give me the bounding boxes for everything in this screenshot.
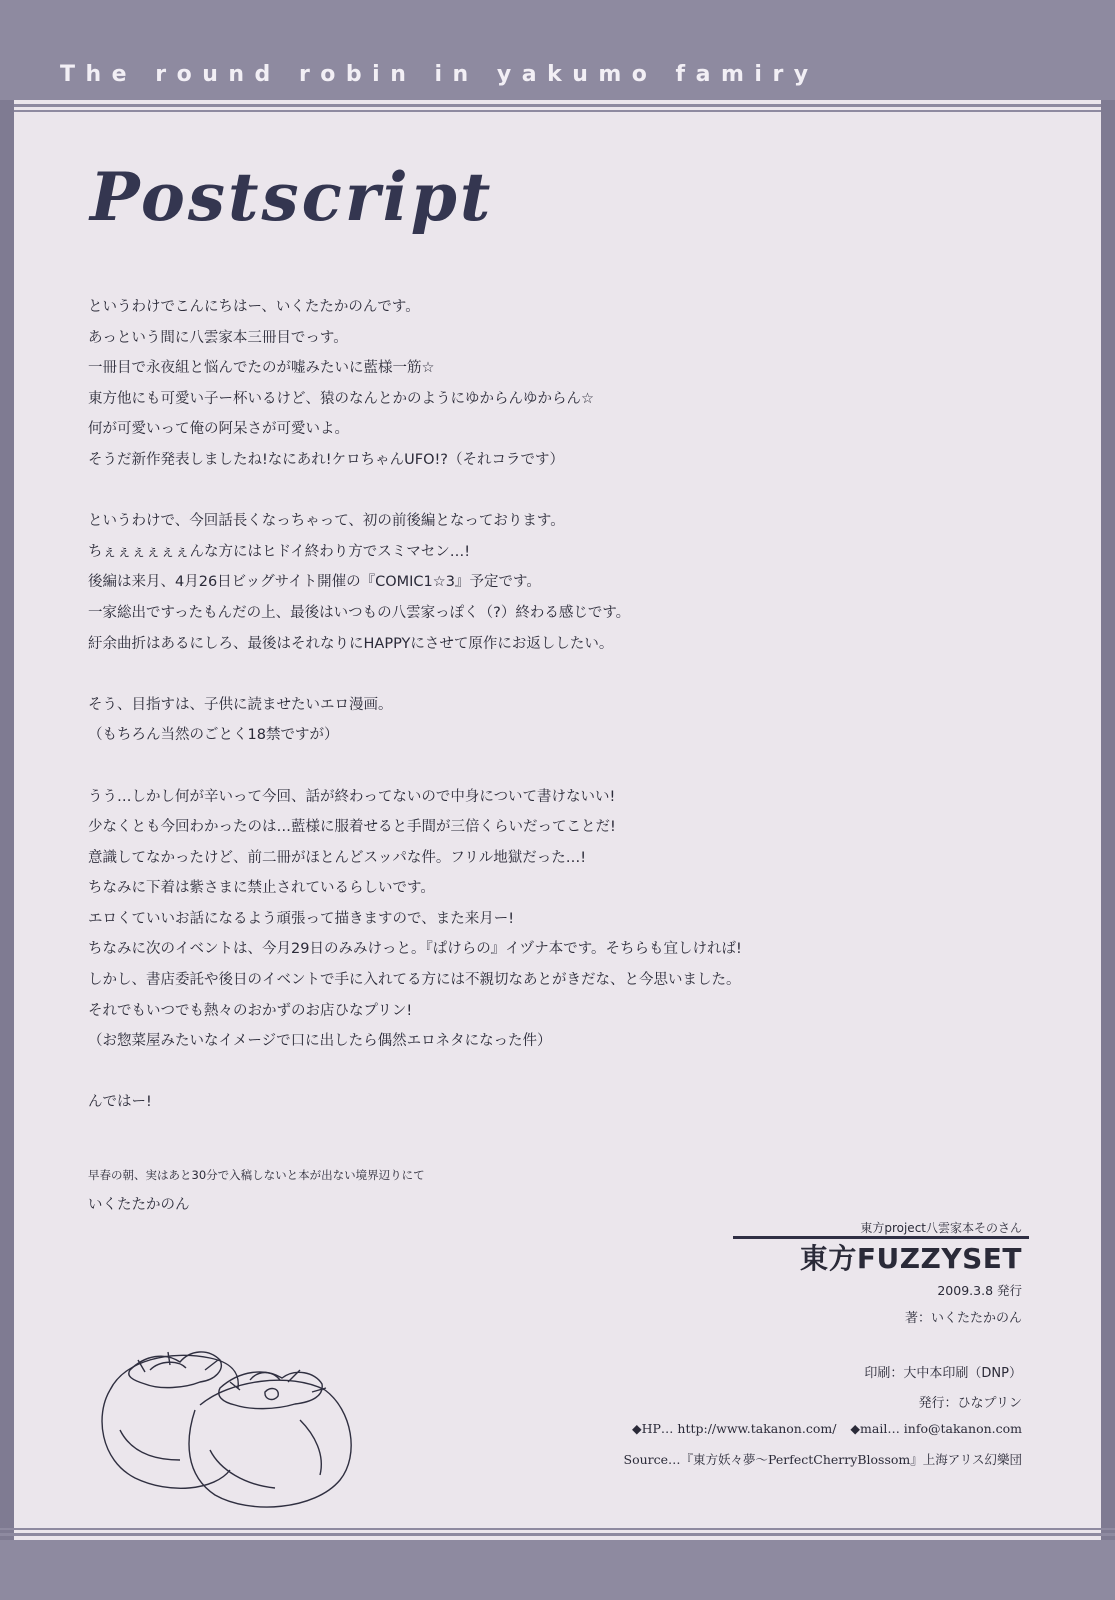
body-line: そう、目指すは、子供に読ませたいエロ漫画。: [88, 696, 393, 713]
left-border: [0, 100, 14, 1600]
body-line: （もちろん当然のごとく18禁ですが）: [88, 727, 339, 744]
body-line: しかし、書店委託や後日のイベントで手に入れてる方には不親切なあとがきだな、と今思いました。: [88, 972, 741, 989]
body-line: そうだ新作発表しましたね!なにあれ!ケロちゃんUFO!?（それコラです）: [88, 451, 564, 468]
bottom-border-stripe: [0, 1528, 1115, 1530]
postscript-body: [88, 292, 988, 1118]
signature-name: いくたたかのん: [88, 1197, 190, 1213]
colophon-links: [618, 1421, 1022, 1436]
mail-link[interactable]: ◆mail… info@takanon.com: [850, 1421, 1022, 1436]
colophon-publisher: 発行：ひなプリン: [918, 1396, 1022, 1411]
colophon-book-title: 東方FUZZYSET: [799, 1242, 1022, 1275]
body-line: 一冊目で永夜組と悩んでたのが嘘みたいに藍様一筋☆: [88, 360, 435, 377]
right-border: [1101, 100, 1115, 1600]
body-line: （お惣菜屋みたいなイメージで口に出したら偶然エロネタになった件）: [88, 1033, 552, 1050]
body-line: というわけで、今回話長くなっちゃって、初の前後編となっております。: [88, 513, 565, 530]
body-line: 一家総出ですったもんだの上、最後はいつもの八雲家っぽく（?）終わる感じです。: [88, 604, 631, 621]
body-line: ちぇぇぇぇぇぇんな方にはヒドイ終わり方でスミマセン…!: [88, 543, 471, 560]
body-line: それでもいつでも熱々のおかずのお店ひなプリン!: [88, 1002, 413, 1019]
bottom-border-stripe: [0, 1533, 1115, 1536]
homepage-link[interactable]: ◆HP… http://www.takanon.com/: [632, 1421, 837, 1436]
signature-note: 早春の朝、実はあと30分で入稿しないと本が出ない境界辺りにて: [88, 1168, 425, 1182]
paragraph-gap: [88, 1057, 988, 1088]
top-border-stripe: [0, 104, 1115, 107]
postscript-title: Postscript: [90, 158, 494, 236]
colophon-source: Source…『東方妖々夢～PerfectCherryBlossom』上海アリス幻樂団: [623, 1452, 1022, 1467]
colophon-author: 著：いくたたかのん: [904, 1311, 1022, 1326]
body-line: んではー!: [88, 1094, 152, 1111]
bottom-border-band: [0, 1540, 1115, 1600]
body-line: 何が可愛いって俺の阿呆さが可愛いよ。: [88, 421, 349, 438]
body-line: 少なくとも今回わかったのは…藍様に服着せると手間が三倍くらいだってことだ!: [88, 819, 616, 836]
paragraph-gap: [88, 476, 988, 507]
body-line: あっという間に八雲家本三冊目でっす。: [88, 329, 348, 346]
body-line: エロくていいお話になるよう頑張って描きますので、また来月ー!: [88, 910, 515, 927]
paragraph-gap: [88, 659, 988, 690]
body-line: 紆余曲折はあるにしろ、最後はそれなりにHAPPYにさせて原作にお返ししたい。: [88, 635, 614, 652]
colophon-series: 東方project八雲家本そのさん: [860, 1221, 1022, 1235]
top-border-stripe: [0, 110, 1115, 112]
body-line: ちなみに下着は紫さまに禁止されているらしいです。: [88, 880, 435, 897]
header-title: The round robin in yakumo famiry: [60, 62, 819, 87]
body-line: 後編は来月、4月26日ビッグサイト開催の『COMIC1☆3』予定です。: [88, 574, 541, 591]
persimmon-illustration: [90, 1310, 370, 1510]
body-line: というわけでこんにちはー、いくたたかのんです。: [88, 299, 420, 315]
colophon-date: 2009.3.8 発行: [937, 1283, 1022, 1298]
colophon-printer: 印刷：大中本印刷（DNP）: [864, 1366, 1022, 1381]
body-line: 意識してなかったけど、前二冊がほとんどスッパな件。フリル地獄だった…!: [88, 849, 587, 866]
body-line: うう…しかし何が辛いって今回、話が終わってないので中身について書けないい!: [88, 788, 616, 805]
body-line: ちなみに次のイベントは、今月29日のみみけっと。『ぱけらの』イヅナ本です。そちらも宜しければ!: [88, 941, 742, 958]
paragraph-gap: [88, 751, 988, 782]
body-line: 東方他にも可愛い子ー杯いるけど、猿のなんとかのようにゆからんゆからん☆: [88, 390, 594, 407]
